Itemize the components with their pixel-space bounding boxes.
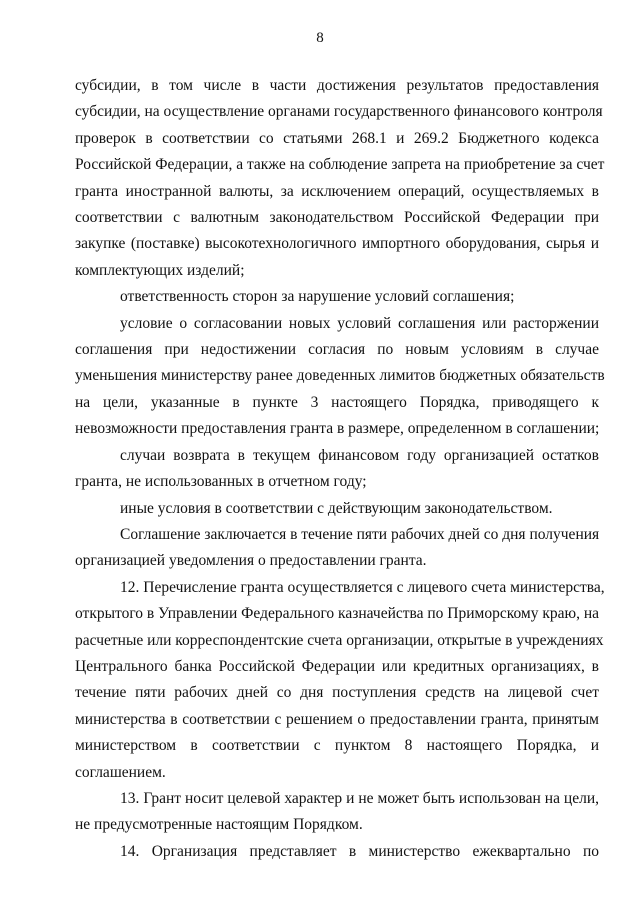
- text-line: 12. Перечисление гранта осуществляется с лицевого счета министерства,: [120, 578, 605, 596]
- paragraph: [75, 284, 599, 310]
- text-line: уменьшения министерству ранее доведенных лимитов бюджетных обязательств: [75, 367, 605, 385]
- text-line: на цели, указанные в пункте 3 настоящего Порядка, приводящего к: [75, 393, 599, 411]
- text-line: субсидии, на осуществление органами государственного финансового контроля: [75, 103, 603, 121]
- text-line: открытого в Управлении Федерального казначейства по Приморскому краю, на: [75, 605, 600, 623]
- text-line: закупке (поставке) высокотехнологичного импортного оборудования, сырья и: [75, 235, 599, 253]
- text-line: проверок в соответствии со статьями 268.1 и 269.2 Бюджетного кодекса: [75, 129, 599, 147]
- text-line: случаи возврата в текущем финансовом году организацией остатков: [120, 446, 599, 464]
- text-line: гранта иностранной валюты, за исключением операций, осуществляемых в: [75, 182, 599, 200]
- text-line: соответствии с валютным законодательством Российской Федерации при: [75, 209, 599, 227]
- text-line: 13. Грант носит целевой характер и не может быть использован на цели,: [120, 789, 599, 807]
- text-line: комплектующих изделий;: [75, 261, 245, 279]
- paragraph: [75, 311, 605, 443]
- text-line: иные условия в соответствии с действующим законодательством.: [120, 499, 553, 517]
- paragraph: [75, 786, 599, 839]
- text-line: Российской Федерации, а также на соблюдение запрета на приобретение за счет: [75, 156, 605, 174]
- text-line: министерства в соответствии с решением о предоставлении гранта, принятым: [75, 710, 599, 728]
- text-line: не предусмотренные настоящим Порядком.: [75, 816, 363, 834]
- paragraph: [75, 522, 599, 575]
- text-line: субсидии, в том числе в части достижения результатов предоставления: [75, 77, 599, 94]
- text-line: условие о согласовании новых условий соглашения или расторжении: [120, 314, 599, 332]
- paragraph: [75, 73, 605, 284]
- paragraph: [75, 443, 599, 496]
- text-line: расчетные или корреспондентские счета организации, открытые в учреждениях: [75, 631, 604, 649]
- text-line: ответственность сторон за нарушение условий соглашения;: [120, 288, 515, 306]
- text-line: невозможности предоставления гранта в размере, определенном в соглашении;: [75, 420, 600, 438]
- text-line: организацией уведомления о предоставлении гранта.: [75, 552, 427, 570]
- text-line: течение пяти рабочих дней со дня поступления средств на лицевой счет: [75, 684, 599, 702]
- paragraph: [75, 839, 599, 865]
- text-line: 14. Организация представляет в министерство ежеквартально по: [120, 842, 599, 860]
- text-line: соглашения при недостижении согласия по новым условиям в случае: [75, 341, 599, 359]
- text-line: Центрального банка Российской Федерации или кредитных организациях, в: [75, 657, 599, 675]
- page-number: 8: [316, 30, 324, 46]
- document-body: [75, 73, 605, 865]
- text-line: гранта, не использованных в отчетном году;: [75, 473, 367, 491]
- paragraph: [75, 575, 605, 786]
- paragraph: [75, 496, 599, 522]
- text-line: Соглашение заключается в течение пяти рабочих дней со дня получения: [120, 525, 600, 543]
- text-line: министерством в соответствии с пунктом 8 настоящего Порядка, и: [75, 737, 599, 755]
- text-line: соглашением.: [75, 763, 166, 781]
